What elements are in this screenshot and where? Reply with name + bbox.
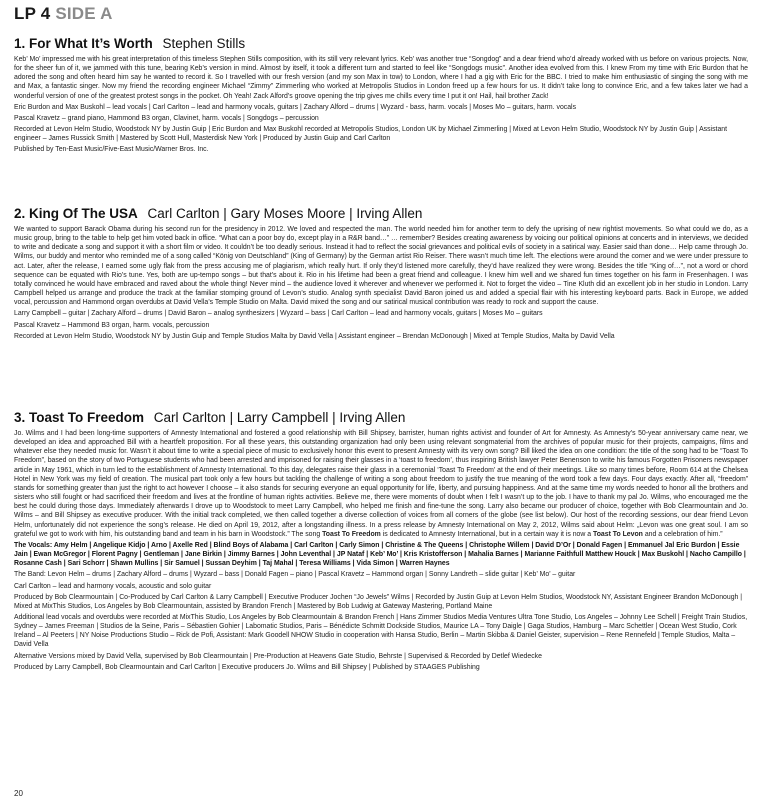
track-heading <box>14 410 748 425</box>
production-credits: Produced by Bob Clearmountain | Co-Produced by Carl Carlton & Larry Campbell | Executive Producer Jochen “Jo Jewels” Wilms | Recorded by Justin Guip at Levon Helm Studios, Woodstock NY, Assistant Engineer Brandon McDonough | Mixed at MixThis Studios, Los Angeles by Bob Clearmountain, assisted by Brandon French | Mastered by Bob Ludwig at Gateway Mastering, Portland Maine <box>14 593 743 610</box>
lp-label: LP 4 <box>14 4 51 23</box>
track-2 <box>14 206 748 343</box>
track-artists: Stephen Stills <box>162 36 246 51</box>
musicians-credits-2: Pascal Kravetz – grand piano, Hammond B3 organ, Clavinet, harm. vocals | Songdogs – percussion <box>14 114 319 122</box>
band-credits: The Band: Levon Helm – drums | Zachary Alford – drums | Wyzard – bass | Donald Fagen – piano | Pascal Kravetz – Hammond organ | Sonny Landreth – slide guitar | Keb’ Mo’ – guitar <box>14 571 576 579</box>
production-credits-2: Produced by Larry Campbell, Bob Clearmountain and Carl Carlton | Executive producers Jo. Wilms and Bill Shipsey | Published by STAAGES Publishing <box>14 663 480 671</box>
track-heading <box>14 36 748 51</box>
page-header <box>14 4 113 24</box>
musicians-credits: Larry Campbell – guitar | Zachary Alford – drums | David Baron – analog synthesizers | Wyzard – bass | Carl Carlton – lead and harmony vocals, guitars | Moses Mo – guitars <box>14 310 543 318</box>
musicians-credits: Eric Burdon and Max Buskohl – lead vocals | Carl Carlton – lead and harmony vocals, guitars | Zachary Alford – drums | Wyzard - bass, harm. vocals | Moses Mo – guitars, harm. vocals <box>14 103 577 111</box>
track-1 <box>14 36 748 157</box>
track-heading <box>14 206 748 221</box>
side-label: SIDE A <box>55 4 113 23</box>
description-text: Jo. Wilms and I had been long-time supporters of Amnesty International and fostered a good relationship with Bill Shipsey, barrister, human rights activist and founder of Art for Amnesty. As Amnesty’s 50-year anniversary came near, we developed an idea and approached Bill with a heartfelt proposition. For all these years, this outstanding organization had only been using relevant songmaterial from the archives of popular music for their projects, campaigns, films and whatever else they needed music for. Wasn’t it about time to write a special piece of music to exclusively honor this event to present Amnesty with its very own song? Bill liked the idea on one condition: the title of the song had to be “Toast To Freedom”, based on the story of two Portuguese students who had been arrested and imprisoned for raising their glasses in a ‘toast to freedom’, thus inspiring British lawyer Peter Benenson to write his famous Forgotten Prisoners newspaper article in May 1961, which in turn led to the establishment of Amnesty International. To this day, delegates raise their glass in a ceremonial ‘Toast To Freedom’ at the end of their meetings. Like so many times before, Room 614 at the Chelsea Hotel in New York was my field of creation. The musical part took only a few hours but tackling the challenge of writing a song about freedom to justify the true meaning of the word took a few days. Four days exactly. After all, “freedom” stands for something greater than just the right to act however I choose – it also stands for securing everyone an equal opportunity for life, liberty, and pursuing happiness. And at the same time my words needed to honor all the brothers and sisters who still fought or had sacrificed their freedom and lives at the frontline of human rights activities. Believe me, there were moments of doubt when I felt I wasn’t up to the job. I have to thank my pal Jo. Wilms, who encouraged me the best he could during those days. Immediately afterwards I drove up to Woodstock to meet Larry Campbell, who helped me finish and fine-tune the song. Larry also became our producer of choice, together with Bob Clearmountain and Jo. Wilms – and Bill Shipsey as executive producer. With the initial track completed, we then called together a diverse collection of voices from all corners of the globe (see list below). Our host of the recording sessions, our dear friend Levon Helm, unfortunately did not experience the song’s release. He died on April 19, 2012, after a longstanding illness. In a press release by Amnesty International on May 2, 2012, Wilms said about Helm: „Levon was one great soul. I am so grateful we got to work with him, his outstanding band and team in his barn in Woodstock.” The song <box>14 430 748 538</box>
track-title: 3. Toast To Freedom <box>14 410 145 425</box>
track-title: 1. For What It’s Worth <box>14 36 153 51</box>
band-credits-2: Carl Carlton – lead and harmony vocals, acoustic and solo guitar <box>14 582 212 590</box>
track-artists: Carl Carlton | Larry Campbell | Irving Allen <box>153 410 406 425</box>
track-artists: Carl Carlton | Gary Moses Moore | Irving Allen <box>147 206 423 221</box>
track-description: We wanted to support Barack Obama during his second run for the presidency in 2012. We loved and respected the man. The world needed him for another term to defy the uprising of new rightist movements. So what could we do, as a music group, bring to the table to help get him voted back in office. “What can a poor boy do, except play in a R&R band…” … remember? Besides creating awareness by voicing our political opinions at concerts and in interviews, we decided to write and dedicate a song and support it with a short film or video. It couldn’t be too deadly serious. Instead it had to reflect the social grievances and political evils of society in a satirical way. Easier said than done… Help came through Jo. Wilms, our buddy and mentor who reminded me of a song called “König von Deutschland” (King of Germany) by the German artist Rio Reiser. There wasn’t much time left. The elections were around the corner and we were under pressure to act. Later, after the release, I earned some ugly flak from the press accusing me of plagiarism, which really hurt. If only they’d listened more carefully, they’d have realized they were wrong. Besides the title “King of…”, not a word or chord sequence can be equated with Rio’s tune. Yes, both are up-tempo songs – but that’s about it. Rio in his lifetime had been a great friend and colleague. I knew him well and we shared fun times together on his farm in Fresenhagen. I was totally convinced he would have embraced and raved about the whole thing! Never mind – the audience loved it wherever and whenever we performed it. Not to forget the video – Tine Kluth did an excellent job in her studio in London. Larry Campbell helped us arrange and produce the track at the familiar stomping ground of Levon’s studio. Analog synth specialist David Baron joined us and added a special flair with his interesting keyboard parts. Back in Europe, we added vocal, percussion and Hammond organ overdubs at David Vella’s Temple Studio on Malta. David mixed the song and our satirical musical contribution was ready to rock and support the cause. <box>14 226 748 307</box>
track-3 <box>14 410 748 674</box>
toast-to-levon-bold: Toast To Levon <box>593 530 643 538</box>
additional-recording-credits: Additional lead vocals and overdubs were recorded at MixThis Studio, Los Angeles by Bob Clearmountain & Brandon French | Hans Zimmer Studios Media Ventures Ultra Tone Studio, Los Angeles – Johnny Lee Schell | Freight Train Studios, Sydney – James Freeman | Studios de la Seine, Paris – Sébastien Gohier | Labomatic Studios, Paris – Bénédicte Schmitt Dockside Studios, Maurice LA – Tony Daigle | Gaga Studios, Hamburg – Marc Schettler | Ocean West Studio, Cork Ireland – Al Peeters | NY Noise Productions Studio – Rick de Pofi, Assistant: Mark Goodell NHOW Studio in cooperation with Hansa Studio, Berlin – Martin Skibba & Daniel Geister, supervision – Rene Rennefeld | Temple Studios, Malta – David Vella <box>14 613 748 649</box>
track-title: 2. King Of The USA <box>14 206 138 221</box>
recording-credits: Recorded at Levon Helm Studio, Woodstock NY by Justin Guip and Temple Studios Malta by David Vella | Assistant engineer – Brendan McDonough | Mixed at Temple Studios, Malta by David Vella <box>14 332 615 340</box>
musicians-credits-2: Pascal Kravetz – Hammond B3 organ, harm. vocals, percussion <box>14 321 210 329</box>
page-number: 20 <box>14 789 23 798</box>
song-title-bold: Toast To Freedom <box>322 530 381 538</box>
track-description <box>14 429 748 539</box>
description-text: and a celebration of him.” <box>642 530 723 538</box>
description-text: is dedicated to Amnesty International, but in a certain way it is now a <box>380 530 593 538</box>
track-description: Keb’ Mo’ impressed me with his great interpretation of this timeless Stephen Stills composition, with its still very relevant lyrics. Keb’ was another true “Songdog” and a dear friend who’d already worked with us before on various projects. Now, for the sheer fun of it, we jammed with this tune, bearing Keb’s version in mind. Almost by itself, it took a different turn and started to feel like “Songdogs music”. Another idea evolved from this. I knew From my time with Eric Burdon that he adored the song and often heard him say he wanted to record it. So I travelled with our fresh version (and my son Max in tow) to London, where I had a gig with Eric for the BBC. I tried to make him enthusiastic of singing the song with me and Max, a fantastic singer. Now my friend the recording engineer Michael “Zimmy” Zimmerling who worked at Metropolis Studios in London freed up a few hours for us. It didn’t take long to convince Eric, and a few takes later we had a wonderful version of one of the greatest protest songs in the pocket. Oh Yeah! Zack Alford’s groove opening the trip gives me chills every time I put it on! Hail, hail brother Zack! <box>14 56 748 100</box>
recording-credits: Recorded at Levon Helm Studio, Woodstock NY by Justin Guip | Eric Burdon and Max Buskohl recorded at Metropolis Studios, London UK by Michael Zimmerling | Mixed at Levon Helm Studio, Woodstock NY by Justin Guip | Assistant engineer – James Russick Smith | Mastered by Scott Hull, Masterdisk New York | Produced by Justin Guip and Carl Carlton <box>14 126 728 143</box>
publishing-credits: Published by Ten-East Music/Five-East Music/Warner Bros. Inc. <box>14 146 209 154</box>
vocals-credits: The Vocals: Amy Helm | Angelique Kidjo | Arno | Axelle Red | Blind Boys of Alabama | Carl Carlton | Carly Simon | Christine & The Queens | Christophe Willem | David D’Or | Donald Fagen | Emmanuel Jal Eric Burdon | Essie Jain | Ewan McGregor | Florent Pagny | Gentleman | Jane Birkin | Jimmy Barnes | John Leventhal | JP Nataf | Keb’ Mo’ | Kris Kristofferson | Mahalia Barnes | Marianne Faithfull Matthew Houck | Max Buskohl | Nacho Campillo | Rosanne Cash | Sari Schorr | Shawn Mullins | Sir Samuel | Sussan Deyhim | Taj Mahal | Teresa Williams | Vida Simon | Warren Haynes <box>14 541 746 568</box>
alternative-versions-credits: Alternative Versions mixed by David Vella, supervised by Bob Clearmountain | Pre-Production at Heavens Gate Studio, Behrste | Supervised & Recorded by Detlef Wiedecke <box>14 652 542 660</box>
